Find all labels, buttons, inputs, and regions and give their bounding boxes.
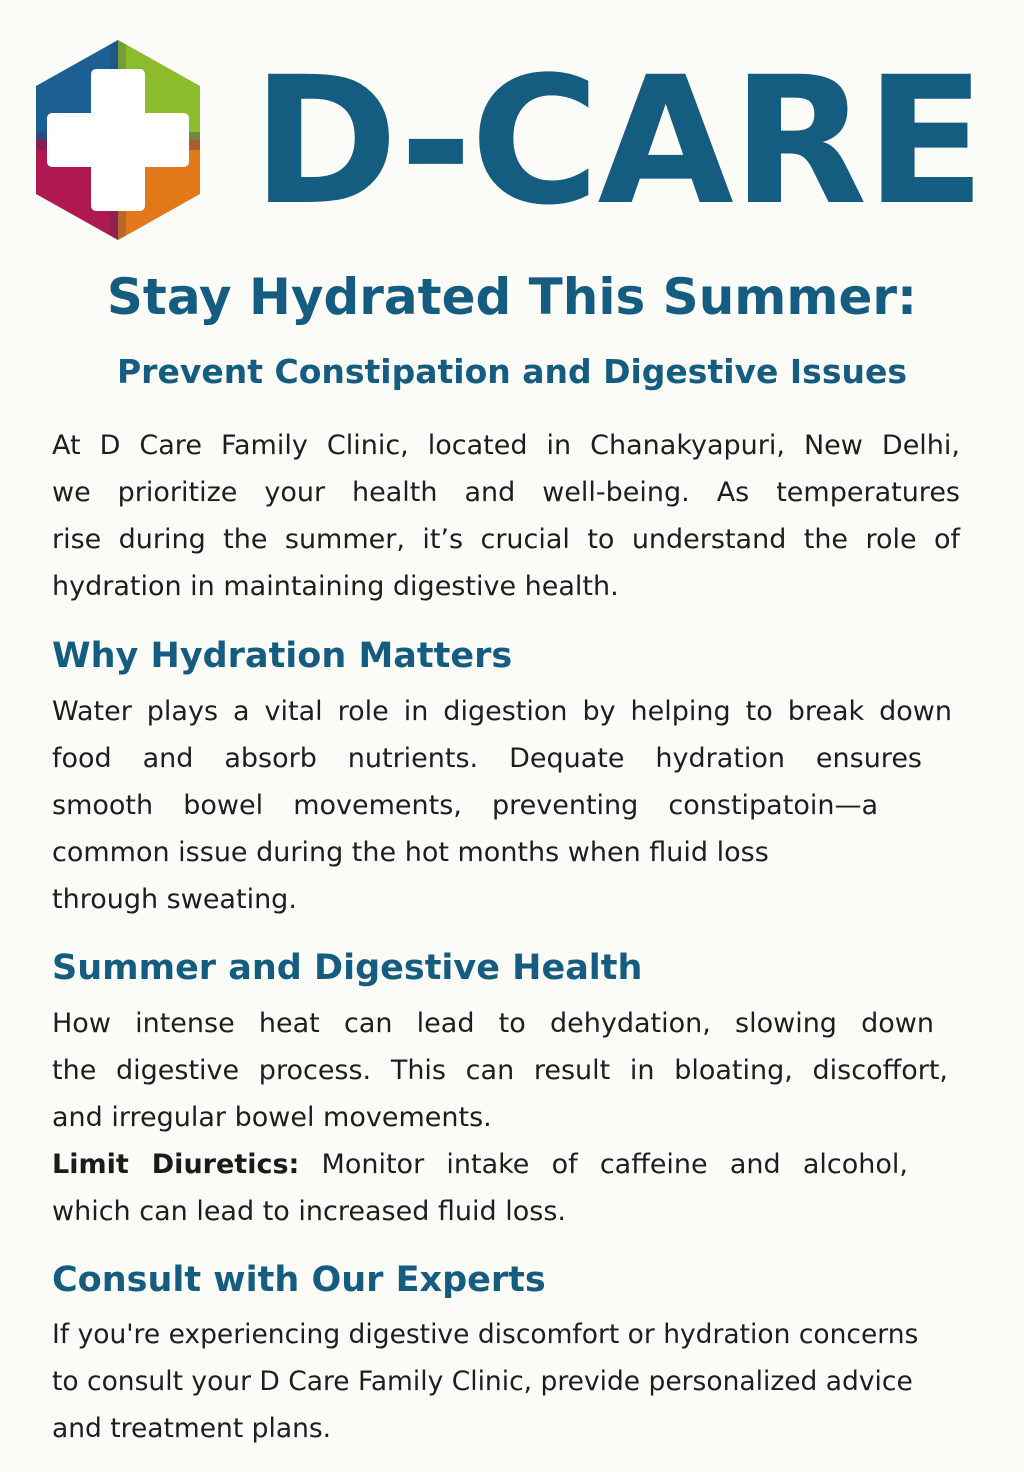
summer-digestive-paragraph xyxy=(52,1000,960,1141)
text-line: food and absorb nutrients. Dequate hydration ensures xyxy=(52,743,922,774)
text-line: hydration in maintaining digestive health. xyxy=(52,571,619,602)
text-line: to consult your D Care Family Clinic, previde personalized advice xyxy=(52,1366,913,1397)
text-line: the digestive process. This can result in bloating, discoffort, xyxy=(52,1055,948,1086)
text-line: At D Care Family Clinic, located in Chanakyapuri, New Delhi, xyxy=(52,430,960,461)
text-line: smooth bowel movements, preventing constipatoin—a xyxy=(52,790,878,821)
intro-paragraph xyxy=(52,422,960,610)
medical-cross-logo-icon xyxy=(30,36,206,244)
header xyxy=(30,36,990,248)
text-line: through sweating. xyxy=(52,884,297,915)
tip-text: Monitor intake of caffeine and alcohol, xyxy=(321,1149,908,1180)
section-heading-consult: Consult with Our Experts xyxy=(52,1260,546,1300)
text-line: and irregular bowel movements. xyxy=(52,1102,492,1133)
text-line: If you're experiencing digestive discomfort or hydration concerns xyxy=(52,1319,919,1350)
section-heading-summer-digestive: Summer and Digestive Health xyxy=(52,948,643,988)
text-line: rise during the summer, it’s crucial to understand the role of xyxy=(52,524,960,555)
text-line: common issue during the hot months when fluid loss xyxy=(52,837,769,868)
text-line: Water plays a vital role in digestion by helping to break down xyxy=(52,696,952,727)
limit-diuretics-tip xyxy=(52,1141,960,1235)
text-line: which can lead to increased fluid loss. xyxy=(52,1196,566,1227)
brand-name: D-CARE xyxy=(252,39,984,244)
text-line: and treatment plans. xyxy=(52,1413,332,1444)
tip-line xyxy=(52,1141,908,1188)
section-heading-why-hydration: Why Hydration Matters xyxy=(52,636,513,676)
page-title: Stay Hydrated This Summer: xyxy=(106,268,918,326)
text-line: How intense heat can lead to dehydation, slowing down xyxy=(52,1008,934,1039)
page-subtitle: Prevent Constipation and Digestive Issues xyxy=(116,352,907,391)
text-line: we prioritize your health and well-being. As temperatures xyxy=(52,477,960,508)
tip-label: Limit Diuretics: xyxy=(52,1149,300,1180)
why-hydration-paragraph xyxy=(52,688,952,923)
consult-paragraph xyxy=(52,1311,992,1452)
